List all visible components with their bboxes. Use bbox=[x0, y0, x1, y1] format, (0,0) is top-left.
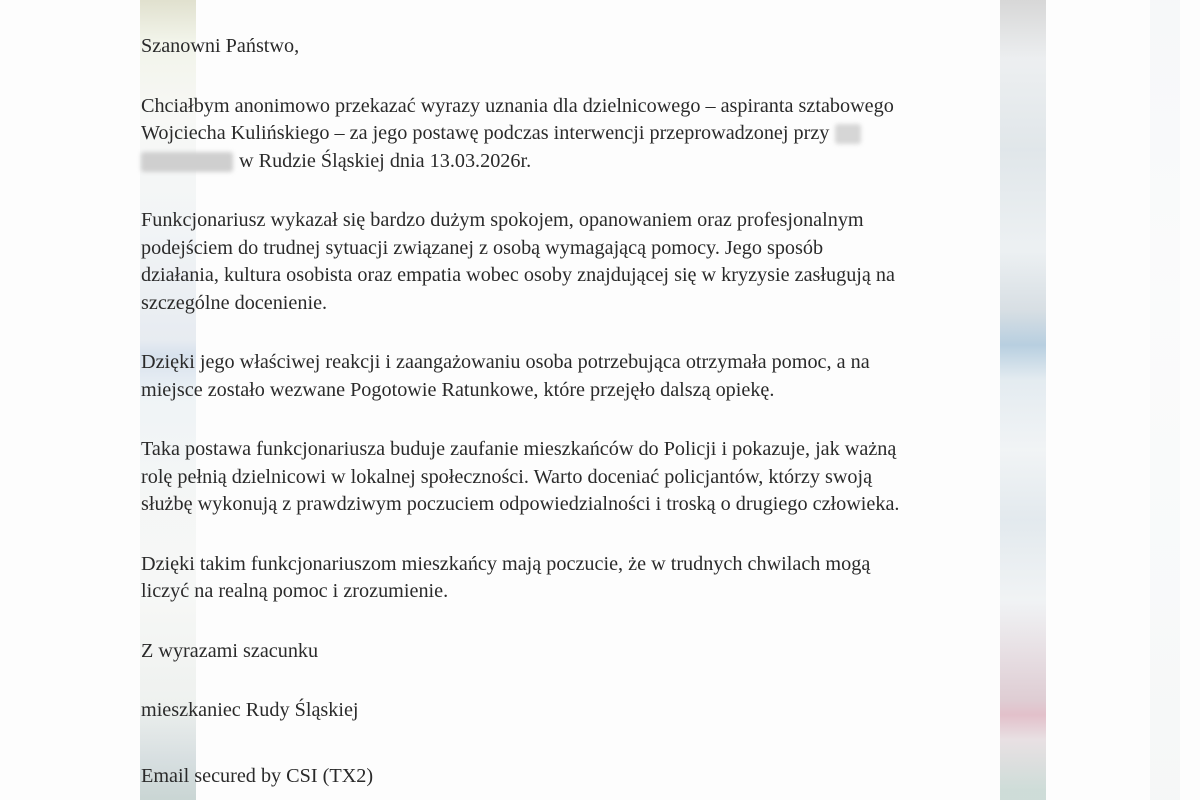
salutation: Szanowni Państwo, bbox=[141, 35, 300, 57]
paragraph-4-line: Taka postawa funkcjonariusza buduje zaufanie mieszkańców do Policji i pokazuje, jak ważną bbox=[141, 438, 897, 460]
paragraph-4 bbox=[141, 436, 1056, 519]
paragraph-1-line bbox=[141, 120, 1056, 148]
paragraph-3 bbox=[141, 349, 1056, 404]
letter-body bbox=[141, 33, 1056, 790]
redacted-address-block bbox=[141, 152, 233, 172]
paragraph-5-line: liczyć na realną pomoc i zrozumienie. bbox=[141, 580, 449, 602]
paragraph-3-line: miejsce zostało wezwane Pogotowie Ratunkowe, które przejęło dalszą opiekę. bbox=[141, 378, 775, 401]
email-footer: Email secured by CSI (TX2) bbox=[141, 764, 374, 787]
paragraph-5-line: Dzięki takim funkcjonariuszom mieszkańcy mają poczucie, że w trudnych chwilach mogą bbox=[141, 552, 871, 575]
paragraph-3-line: Dzięki jego właściwej reakcji i zaangażowaniu osoba potrzebująca otrzymała pomoc, a na bbox=[141, 351, 870, 373]
paragraph-2 bbox=[141, 207, 1056, 317]
scanner-streak-faint bbox=[1150, 0, 1180, 800]
paragraph-1 bbox=[141, 93, 1056, 176]
redacted-address-block bbox=[835, 124, 861, 144]
paragraph-1-line-text: w Rudzie Śląskiej dnia 13.03.2026r. bbox=[239, 149, 532, 172]
paragraph-5 bbox=[141, 551, 1056, 606]
closing: Z wyrazami szacunku bbox=[141, 639, 319, 662]
paragraph-2-line: działania, kultura osobista oraz empatia wobec osoby znajdującej się w kryzysie zasługują na bbox=[141, 264, 895, 286]
paragraph-2-line: szczególne docenienie. bbox=[141, 291, 328, 314]
signature: mieszkaniec Rudy Śląskiej bbox=[141, 699, 359, 721]
paragraph-4-line: rolę pełnią dzielnicowi w lokalnej społeczności. Warto doceniać policjantów, którzy swoją bbox=[141, 465, 873, 488]
paragraph-1-line: Chciałbym anonimowo przekazać wyrazy uznania dla dzielnicowego – aspiranta sztabowego bbox=[141, 94, 894, 117]
paragraph-2-line: Funkcjonariusz wykazał się bardzo dużym spokojem, opanowaniem oraz profesjonalnym bbox=[141, 209, 864, 231]
paragraph-2-line: podejściem do trudnej sytuacji związanej z osobą wymagającą pomocy. Jego sposób bbox=[141, 236, 824, 259]
paragraph-4-line: służbę wykonują z prawdziwym poczuciem odpowiedzialności i troską o drugiego człowieka. bbox=[141, 493, 900, 515]
paragraph-1-line bbox=[141, 148, 1056, 176]
paragraph-1-line-text: Wojciecha Kulińskiego – za jego postawę podczas interwencji przeprowadzonej przy bbox=[141, 122, 830, 144]
